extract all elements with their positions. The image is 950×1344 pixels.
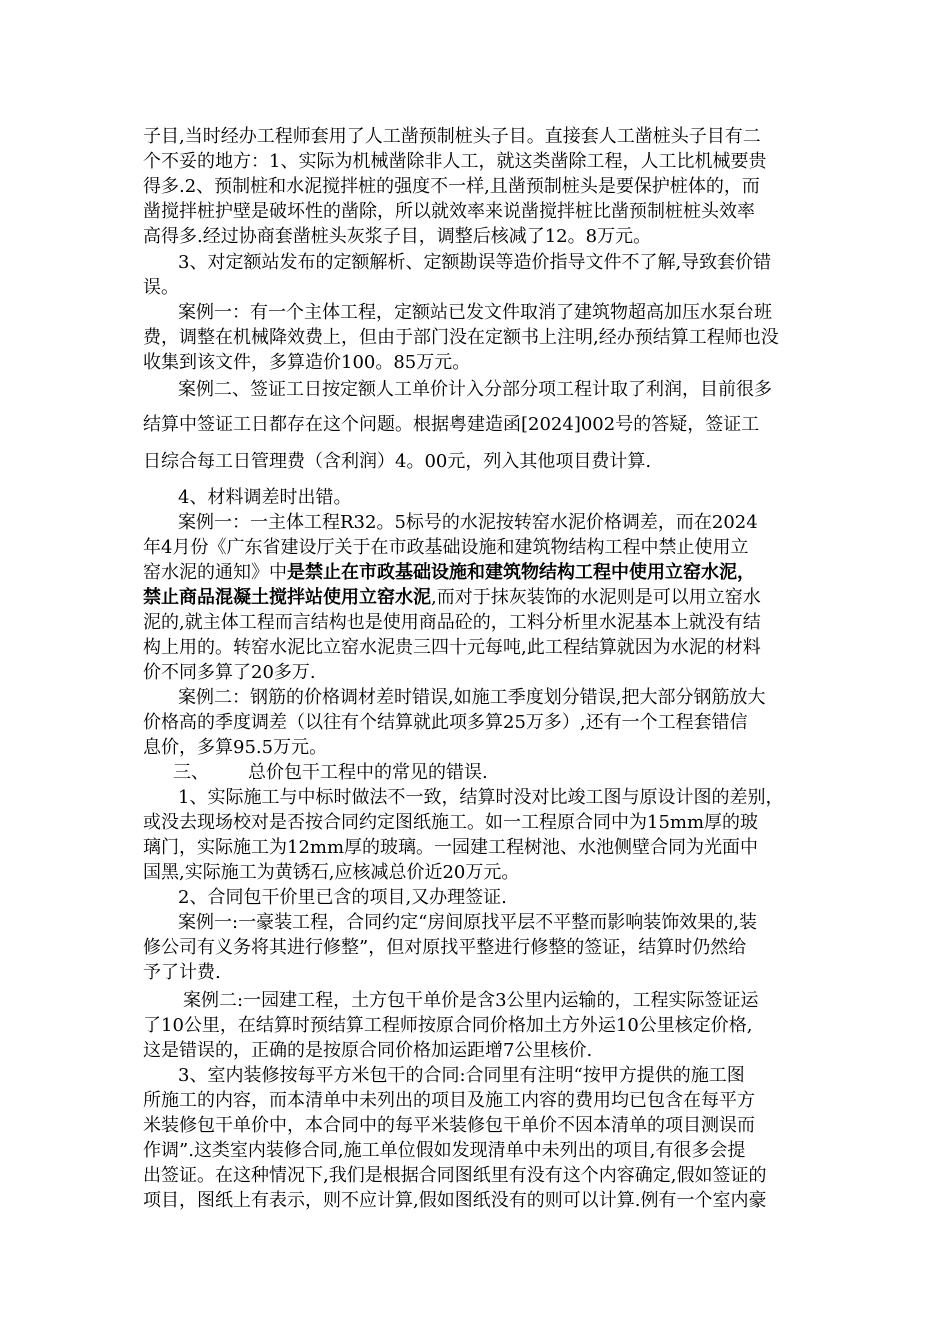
text-line: 3、对定额站发布的定额解析、定额勘误等造价指导文件不了解,导致套价错 bbox=[178, 252, 772, 273]
text-line: 项目，图纸上有表示，则不应计算,假如图纸没有的则可以计算.例有一个室内豪 bbox=[143, 1190, 767, 1211]
text-line: 误。 bbox=[143, 277, 179, 298]
text-line: 收集到该文件，多算造价100。85万元。 bbox=[143, 352, 471, 373]
text-line: 日综合每工日管理费（含利润）4。00元，列入其他项目费计算. bbox=[143, 451, 652, 472]
bold-text-span: 禁止商品混凝土搅拌站使用立窑水泥 bbox=[143, 587, 431, 608]
text-line: 凿搅拌桩护壁是破坏性的凿除，所以就效率来说凿搅拌桩比凿预制桩桩头效率 bbox=[143, 201, 755, 222]
text-line: 3、室内装修按每平方米包干的合同:合同里有注明“按甲方提供的施工图 bbox=[178, 1065, 745, 1086]
text-line: 出签证。在这种情况下,我们是根据合同图纸里有没有这个内容确定,假如签证的 bbox=[143, 1165, 767, 1186]
text-line: 1、实际施工与中标时做法不一致，结算时没对比竣工图与原设计图的差别， bbox=[178, 787, 784, 808]
text-line: 得多.2、预制桩和水泥搅拌桩的强度不一样,且凿预制桩头是要保护桩体的，而 bbox=[143, 176, 760, 197]
text-line bbox=[143, 561, 755, 585]
text-line: 璃门，实际施工为12mm厚的玻璃。一园建工程树池、水池侧壁合同为光面中 bbox=[143, 837, 759, 858]
text-line: 案例一：有一个主体工程，定额站已发文件取消了建筑物超高加压水泵台班 bbox=[178, 302, 772, 323]
text-line: 米装修包干单价中，本合同中的每平米装修包干单价不因本清单的项目测误而 bbox=[143, 1115, 755, 1136]
text-line: 息价，多算95.5万元。 bbox=[143, 737, 328, 758]
text-span: 窑水泥的通知》中 bbox=[143, 562, 287, 583]
text-line: 案例二、签证工日按定额人工单价计入分部分项工程计取了利润，目前很多 bbox=[178, 379, 772, 400]
section-number: 三、 bbox=[173, 762, 209, 783]
text-line: 案例二：钢筋的价格调材差时错误,如施工季度划分错误,把大部分钢筋放大 bbox=[178, 687, 766, 708]
text-line: 高得多.经过协商套凿桩头灰浆子目，调整后核减了12。8万元。 bbox=[143, 226, 652, 247]
text-line: 这是错误的，正确的是按原合同价格加运距增7公里核价. bbox=[143, 1040, 593, 1061]
text-line: 国黑,实际施工为黄锈石,应核减总价近20万元。 bbox=[143, 862, 520, 883]
text-line: 所施工的内容，而本清单中未列出的项目及施工内容的费用均已包含在每平方 bbox=[143, 1090, 755, 1111]
text-line: 案例一:一豪装工程，合同约定“房间原找平层不平整而影响装饰效果的,装 bbox=[178, 912, 757, 933]
bold-text-span: 是禁止在市政基础设施和建筑物结构工程中使用立窑水泥， bbox=[287, 562, 755, 583]
text-span: ,而对于抹灰装饰的水泥则是可以用立窑水 bbox=[431, 587, 761, 608]
text-line: 子目,当时经办工程师套用了人工凿预制桩头子目。直接套人工凿桩头子目有二 bbox=[143, 126, 761, 147]
text-line: 修公司有义务将其进行修整”，但对原找平整进行修整的签证，结算时仍然给 bbox=[143, 937, 747, 958]
text-line: 结算中签证工日都存在这个问题。根据粤建造函[2024]002号的答疑，签证工 bbox=[143, 414, 760, 435]
text-line: 价不同多算了20多万. bbox=[143, 662, 316, 683]
text-line: 价格高的季度调差（以往有个结算就此项多算25万多）,还有一个工程套错信 bbox=[143, 712, 748, 733]
text-line: 构上用的。转窑水泥比立窑水泥贵三四十元每吨,此工程结算就因为水泥的材料 bbox=[143, 637, 761, 658]
text-line: 泥的,就主体工程而言结构也是使用商品砼的，工料分析里水泥基本上就没有结 bbox=[143, 612, 761, 633]
text-line: 费，调整在机械降效费上，但由于部门没在定额书上注明,经办预结算工程师也没 bbox=[143, 327, 779, 348]
text-line: 2、合同包干价里已含的项目,又办理签证. bbox=[178, 887, 507, 908]
section-heading: 总价包干工程中的常见的错误. bbox=[248, 762, 488, 783]
text-line: 个不妥的地方：1、实际为机械凿除非人工，就这类凿除工程，人工比机械要贵 bbox=[143, 151, 767, 172]
text-line bbox=[143, 586, 761, 610]
text-line: 或没去现场校对是否按合同约定图纸施工。如一工程原合同中为15mm厚的玻 bbox=[143, 812, 759, 833]
text-line: 4、材料调差时出错。 bbox=[178, 487, 352, 508]
text-line: 了10公里，在结算时预结算工程师按原合同价格加土方外运10公里核定价格, bbox=[143, 1015, 753, 1036]
text-line: 作调”.这类室内装修合同,施工单位假如发现清单中未列出的项目,有很多会提 bbox=[143, 1140, 746, 1161]
text-line: 案例一：一主体工程R32。5标号的水泥按转窑水泥价格调差，而在2024 bbox=[178, 512, 758, 533]
text-line: 年4月份《广东省建设厅关于在市政基础设施和建筑物结构工程中禁止使用立 bbox=[143, 537, 749, 558]
text-line: 予了计费. bbox=[143, 962, 221, 983]
text-line: 案例二:一园建工程，土方包干单价是含3公里内运输的，工程实际签证运 bbox=[183, 990, 759, 1011]
